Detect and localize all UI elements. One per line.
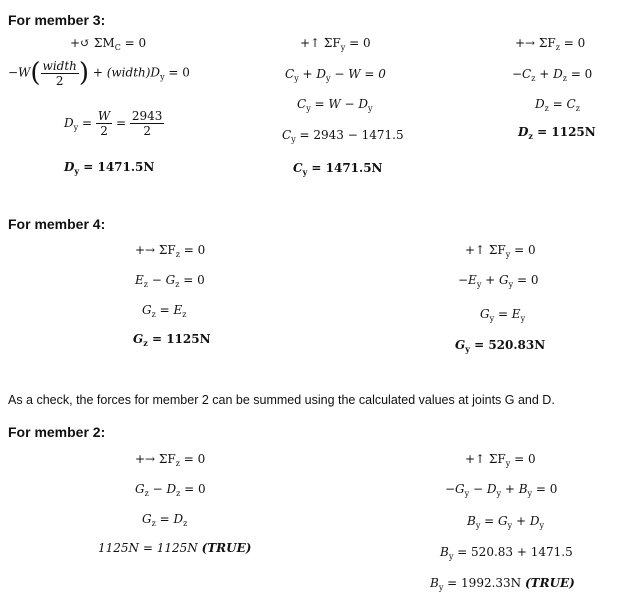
member2-fz-header: +→ $\Sigma F_z = 0$: [135, 452, 206, 468]
member3-fz-line2: $D_z = C_z$: [535, 97, 580, 113]
member3-dy-equation: $D_y$ = $\frac{W}{2}$ = $\frac{2943}{2}$: [64, 109, 163, 138]
member3-fz-line1: $-C_z + D_z = 0$: [512, 67, 593, 83]
member3-moment-header: +↺ $\Sigma M_C = 0$: [70, 36, 147, 52]
member3-fy-line3: $C_y = 2943 - 1471.5$: [282, 128, 404, 144]
member3-dz-result: $D_z = 1125N$: [518, 125, 596, 141]
member2-fy-header: +↑ $\Sigma F_y = 0$: [465, 452, 536, 468]
member3-cy-result: $C_y = 1471.5N$: [293, 161, 383, 177]
member3-moment-equation: −W( $\frac{\text{width}}{2}$ ) + $(width)D_y = 0$: [8, 58, 190, 88]
member4-fy-line1: $-E_y + G_y = 0$: [458, 273, 539, 289]
member3-fz-header: +→ $\Sigma F_z = 0$: [515, 36, 586, 52]
member4-heading: For member 4:: [8, 216, 106, 232]
member2-fz-line1: $G_z - D_z = 0$: [135, 482, 206, 498]
member3-fy-line2: $C_y = W - D_y$: [297, 97, 373, 113]
member4-fz-line1: $E_z - G_z = 0$: [135, 273, 205, 289]
member4-fy-header: +↑ $\Sigma F_y = 0$: [465, 243, 536, 259]
member4-fz-line2: $G_z = E_z$: [142, 303, 187, 319]
member2-fz-line2: $G_z = D_z$: [142, 512, 188, 528]
member2-fy-line2: $B_y = G_y + D_y$: [467, 514, 545, 530]
member2-heading: For member 2:: [8, 424, 106, 440]
member3-dy-result: $D_y = 1471.5N$: [64, 160, 155, 176]
member2-fz-check-result: 1125N = 1125N (TRUE): [98, 541, 252, 555]
member2-fy-line1: $-G_y - D_y + B_y = 0$: [445, 482, 558, 498]
member2-by-check-result: $B_y = 1992.33N$ (TRUE): [430, 576, 575, 592]
member3-heading: For member 3:: [8, 12, 106, 28]
member3-fy-line1: $C_y + D_y - W = 0$: [285, 67, 386, 83]
member2-fy-line3: $B_y = 520.83 + 1471.5$: [440, 545, 573, 561]
member4-fz-header: +→ $\Sigma F_z = 0$: [135, 243, 206, 259]
member4-gy-result: $G_y = 520.83N$: [455, 338, 546, 354]
member3-fy-header: +↑ $\Sigma F_y = 0$: [300, 36, 371, 52]
member4-gz-result: $G_z = 1125N$: [133, 332, 211, 348]
check-paragraph: As a check, the forces for member 2 can be summed using the calculated values at joints G and D.: [8, 393, 555, 407]
member4-fy-line2: $G_y = E_y$: [480, 307, 526, 323]
